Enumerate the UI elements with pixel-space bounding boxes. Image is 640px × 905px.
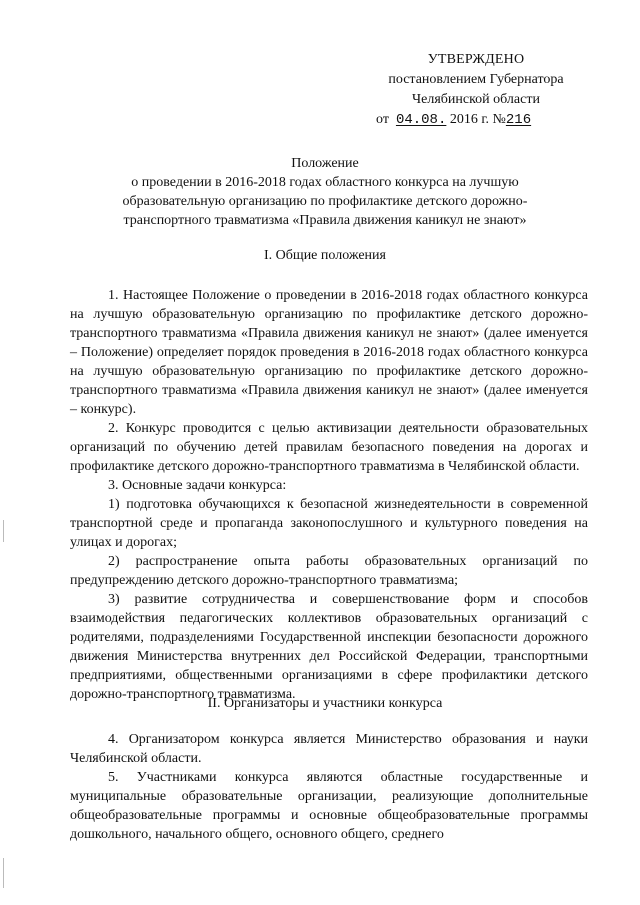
paragraph: 1) подготовка обучающихся к безопасной жизнедеятельности в современной транспортной среде и пропаганда законопослушного и культурного поведения на улицах и дорогах;: [70, 497, 588, 550]
scan-margin-mark: [3, 520, 4, 542]
document-title: [60, 154, 590, 230]
approval-stamp: [376, 50, 576, 130]
title-line: транспортного травматизма «Правила движения каникул не знают»: [123, 213, 527, 228]
paragraph: 3. Основные задачи конкурса:: [108, 478, 287, 493]
title-line: о проведении в 2016-2018 годах областного конкурса на лучшую: [131, 175, 519, 190]
paragraph: 4. Организатором конкурса является Министерство образования и науки Челябинской области.: [70, 732, 588, 766]
section-body: [70, 730, 588, 844]
approval-date-line: [376, 110, 576, 130]
section-heading: I. Общие положения: [264, 248, 386, 263]
paragraph: 1. Настоящее Положение о проведении в 2016-2018 годах областного конкурса на лучшую образовательную организацию по профилактике детского дорожно-транспортного травматизма «Правила движения каникул не знают» (далее именуется – Положение) определяет порядок проведения в 2016-2018 годах областного конкурса на лучшую образовательную организацию по профилактике детского дорожно-транспортного травматизма «Правила движения каникул не знают» (далее именуется – конкурс).: [70, 288, 588, 417]
title-line: образовательную организацию по профилактике детского дорожно-: [122, 194, 528, 209]
paragraph: 2. Конкурс проводится с целью активизации деятельности образовательных организаций по обучению детей правилам безопасного поведения на дорогах и профилактике детского дорожно-транспортного травматизма в Челябинской области.: [70, 421, 588, 474]
scan-margin-mark: [3, 858, 4, 888]
paragraph: 3) развитие сотрудничества и совершенствование форм и способов взаимодействия педагогических коллективов образовательных организаций с родителями, подразделениями Государственной инспекции безопасности дорожного движения Министерства внутренних дел Российской Федерации, транспортными предприятиями, общественными организациями в сфере профилактики детского дорожно-транспортного травматизма.: [70, 592, 588, 702]
approval-line: постановлением Губернатора: [388, 72, 564, 87]
title-line: Положение: [291, 156, 359, 171]
date-value: 04.08.: [395, 112, 447, 128]
approval-title: УТВЕРЖДЕНО: [427, 52, 525, 67]
approval-line: Челябинской области: [412, 92, 540, 107]
paragraph: 5. Участниками конкурса являются областные государственные и муниципальные образовательные организации, реализующие дополнительные общеобразовательные программы и основные общеобразовательные программы дошкольного, начального общего, основного общего, среднего: [70, 770, 588, 842]
year-text: 2016 г. №: [449, 112, 506, 127]
document-number: 216: [505, 112, 532, 128]
section-heading: II. Организаторы и участники конкурса: [207, 696, 443, 711]
section-body: [70, 286, 588, 704]
date-prefix: от: [376, 112, 389, 127]
paragraph: 2) распространение опыта работы образовательных организаций по предупреждению детского дорожно-транспортного травматизма;: [70, 554, 588, 588]
